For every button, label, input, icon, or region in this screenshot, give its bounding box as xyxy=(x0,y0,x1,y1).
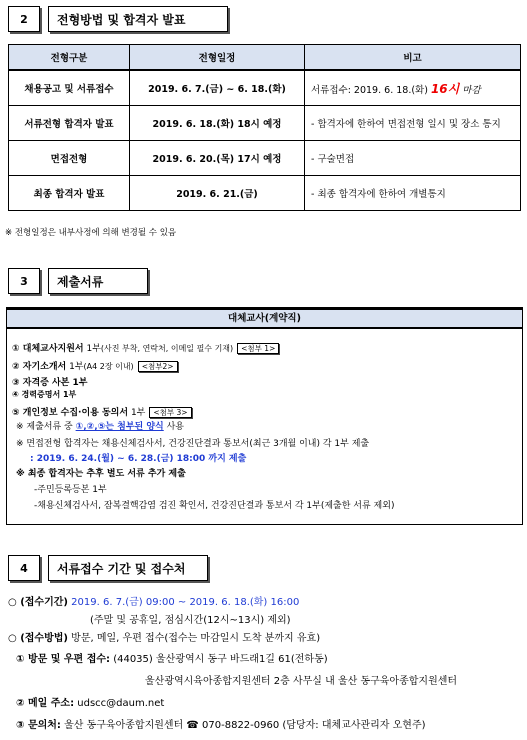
note-highlight: ①,②,⑤는 첨부된 양식 xyxy=(75,422,164,432)
deadline-time: 16시 xyxy=(430,81,460,96)
docs-note-3a: -주민등록등본 1부 xyxy=(34,485,107,495)
apply-label: ○ (접수기간) xyxy=(8,597,68,608)
date-cell: 2019. 6. 20.(목) 17시 예정 xyxy=(130,141,305,176)
table-row xyxy=(9,141,521,176)
apply-label: ② 메일 주소: xyxy=(16,698,75,709)
doc-label: ① 대체교사지원서 xyxy=(12,344,84,354)
doc-item-2 xyxy=(12,359,178,372)
attachment-tag: <첨부2> xyxy=(138,361,178,372)
section-4-header xyxy=(8,555,208,581)
table-header: 비고 xyxy=(305,45,521,71)
docs-note-2-date: : 2019. 6. 24.(월) ~ 6. 28.(금) 18:00 까지 제출 xyxy=(30,454,247,464)
table-row xyxy=(9,176,521,211)
section-2-header xyxy=(8,6,228,32)
docs-note-2: ※ 면접전형 합격자는 채용신체검사서, 건강진단결과 통보서(최근 3개월 이내) 각 1부 제출 xyxy=(16,439,370,449)
schedule-table xyxy=(8,44,521,211)
apply-address-2: 울산광역시육아종합지원센터 2층 사무실 내 울산 동구육아종합지원센터 xyxy=(145,676,458,687)
apply-period xyxy=(8,593,299,608)
docs-note-3: ※ 최종 합격자는 추후 별도 서류 추가 제출 xyxy=(16,469,186,479)
doc-item-4: ④ 경력증명서 1부 xyxy=(12,390,77,399)
apply-period-note: (주말 및 공휴일, 점심시간(12시~13시) 제외) xyxy=(90,615,291,626)
table-header: 전형구분 xyxy=(9,45,130,71)
note-text: ※ 제출서류 중 xyxy=(16,422,76,432)
apply-value: (44035) 울산광역시 동구 바드래1길 61(전하동) xyxy=(110,654,328,665)
apply-label: ① 방문 및 우편 접수: xyxy=(16,654,111,665)
doc-item-3: ③ 자격증 사본 1부 xyxy=(12,378,88,388)
apply-contact xyxy=(16,716,426,731)
table-row xyxy=(9,106,521,141)
doc-label: ⑤ 개인정보 수집·이용 동의서 xyxy=(12,408,129,418)
doc-item-1 xyxy=(12,341,279,354)
attachment-tag: <첨부 1> xyxy=(237,343,279,354)
section-number: 4 xyxy=(8,555,40,581)
stage-cell: 최종 합격자 발표 xyxy=(9,176,130,211)
docs-note-1 xyxy=(16,419,184,432)
apply-label: ③ 문의처: xyxy=(16,720,61,731)
note-text: 마감 xyxy=(459,84,481,96)
stage-cell: 면접전형 xyxy=(9,141,130,176)
docs-note-3b: -채용신체검사서, 잠복결핵감염 검진 확인서, 건강진단결과 통보서 각 1부(제출한 서류 제외) xyxy=(34,501,395,511)
section-title: 전형방법 및 합격자 발표 xyxy=(48,6,228,32)
section-number: 3 xyxy=(8,268,40,294)
note-cell xyxy=(305,70,521,106)
doc-item-5 xyxy=(12,405,192,418)
apply-method xyxy=(8,629,320,644)
doc-count: 1부 xyxy=(83,344,101,354)
doc-count: 1부 xyxy=(66,362,84,372)
section-title: 서류접수 기간 및 접수처 xyxy=(48,555,208,581)
stage-cell: 채용공고 및 서류접수 xyxy=(9,70,130,106)
note-cell: - 합격자에 한하여 면접전형 일시 및 장소 통지 xyxy=(305,106,521,141)
apply-value: 2019. 6. 7.(금) 09:00 ~ 2019. 6. 18.(화) 16:00 xyxy=(68,597,300,608)
section-number: 2 xyxy=(8,6,40,32)
apply-email xyxy=(16,694,164,709)
note-text: 사용 xyxy=(163,422,184,432)
note-cell: - 최종 합격자에 한하여 개별통지 xyxy=(305,176,521,211)
apply-label: ○ (접수방법) xyxy=(8,633,68,644)
apply-value: 울산 동구육아종합지원센터 ☎ 070-8822-0960 (담당자: 대체교사관리자 오현주) xyxy=(60,720,426,731)
attachment-tag: <첨부 3> xyxy=(149,407,191,418)
note-cell: - 구술면접 xyxy=(305,141,521,176)
table-row xyxy=(9,70,521,106)
date-cell: 2019. 6. 21.(금) xyxy=(130,176,305,211)
date-cell: 2019. 6. 18.(화) 18시 예정 xyxy=(130,106,305,141)
date-cell: 2019. 6. 7.(금) ~ 6. 18.(화) xyxy=(130,70,305,106)
stage-cell: 서류전형 합격자 발표 xyxy=(9,106,130,141)
apply-value: 방문, 메일, 우편 접수(접수는 마감일시 도착 분까지 유효) xyxy=(68,633,321,644)
doc-count: 1부 xyxy=(128,408,146,418)
documents-bar: 대체교사(계약직) xyxy=(7,308,522,329)
apply-address xyxy=(16,650,328,665)
section-title: 제출서류 xyxy=(48,268,148,294)
section-3-header xyxy=(8,268,148,294)
table-header: 전형일정 xyxy=(130,45,305,71)
note-text: 서류접수: 2019. 6. 18.(화) xyxy=(311,84,431,96)
doc-label: ② 자기소개서 xyxy=(12,362,67,372)
doc-detail: (A4 2장 이내) xyxy=(83,362,134,371)
schedule-note: ※ 전형일정은 내부사정에 의해 변경될 수 있음 xyxy=(5,228,177,238)
email-link[interactable]: udscc@daum.net xyxy=(74,698,165,709)
doc-detail: (사진 부착, 연락처, 이메일 필수 기재) xyxy=(100,344,234,353)
